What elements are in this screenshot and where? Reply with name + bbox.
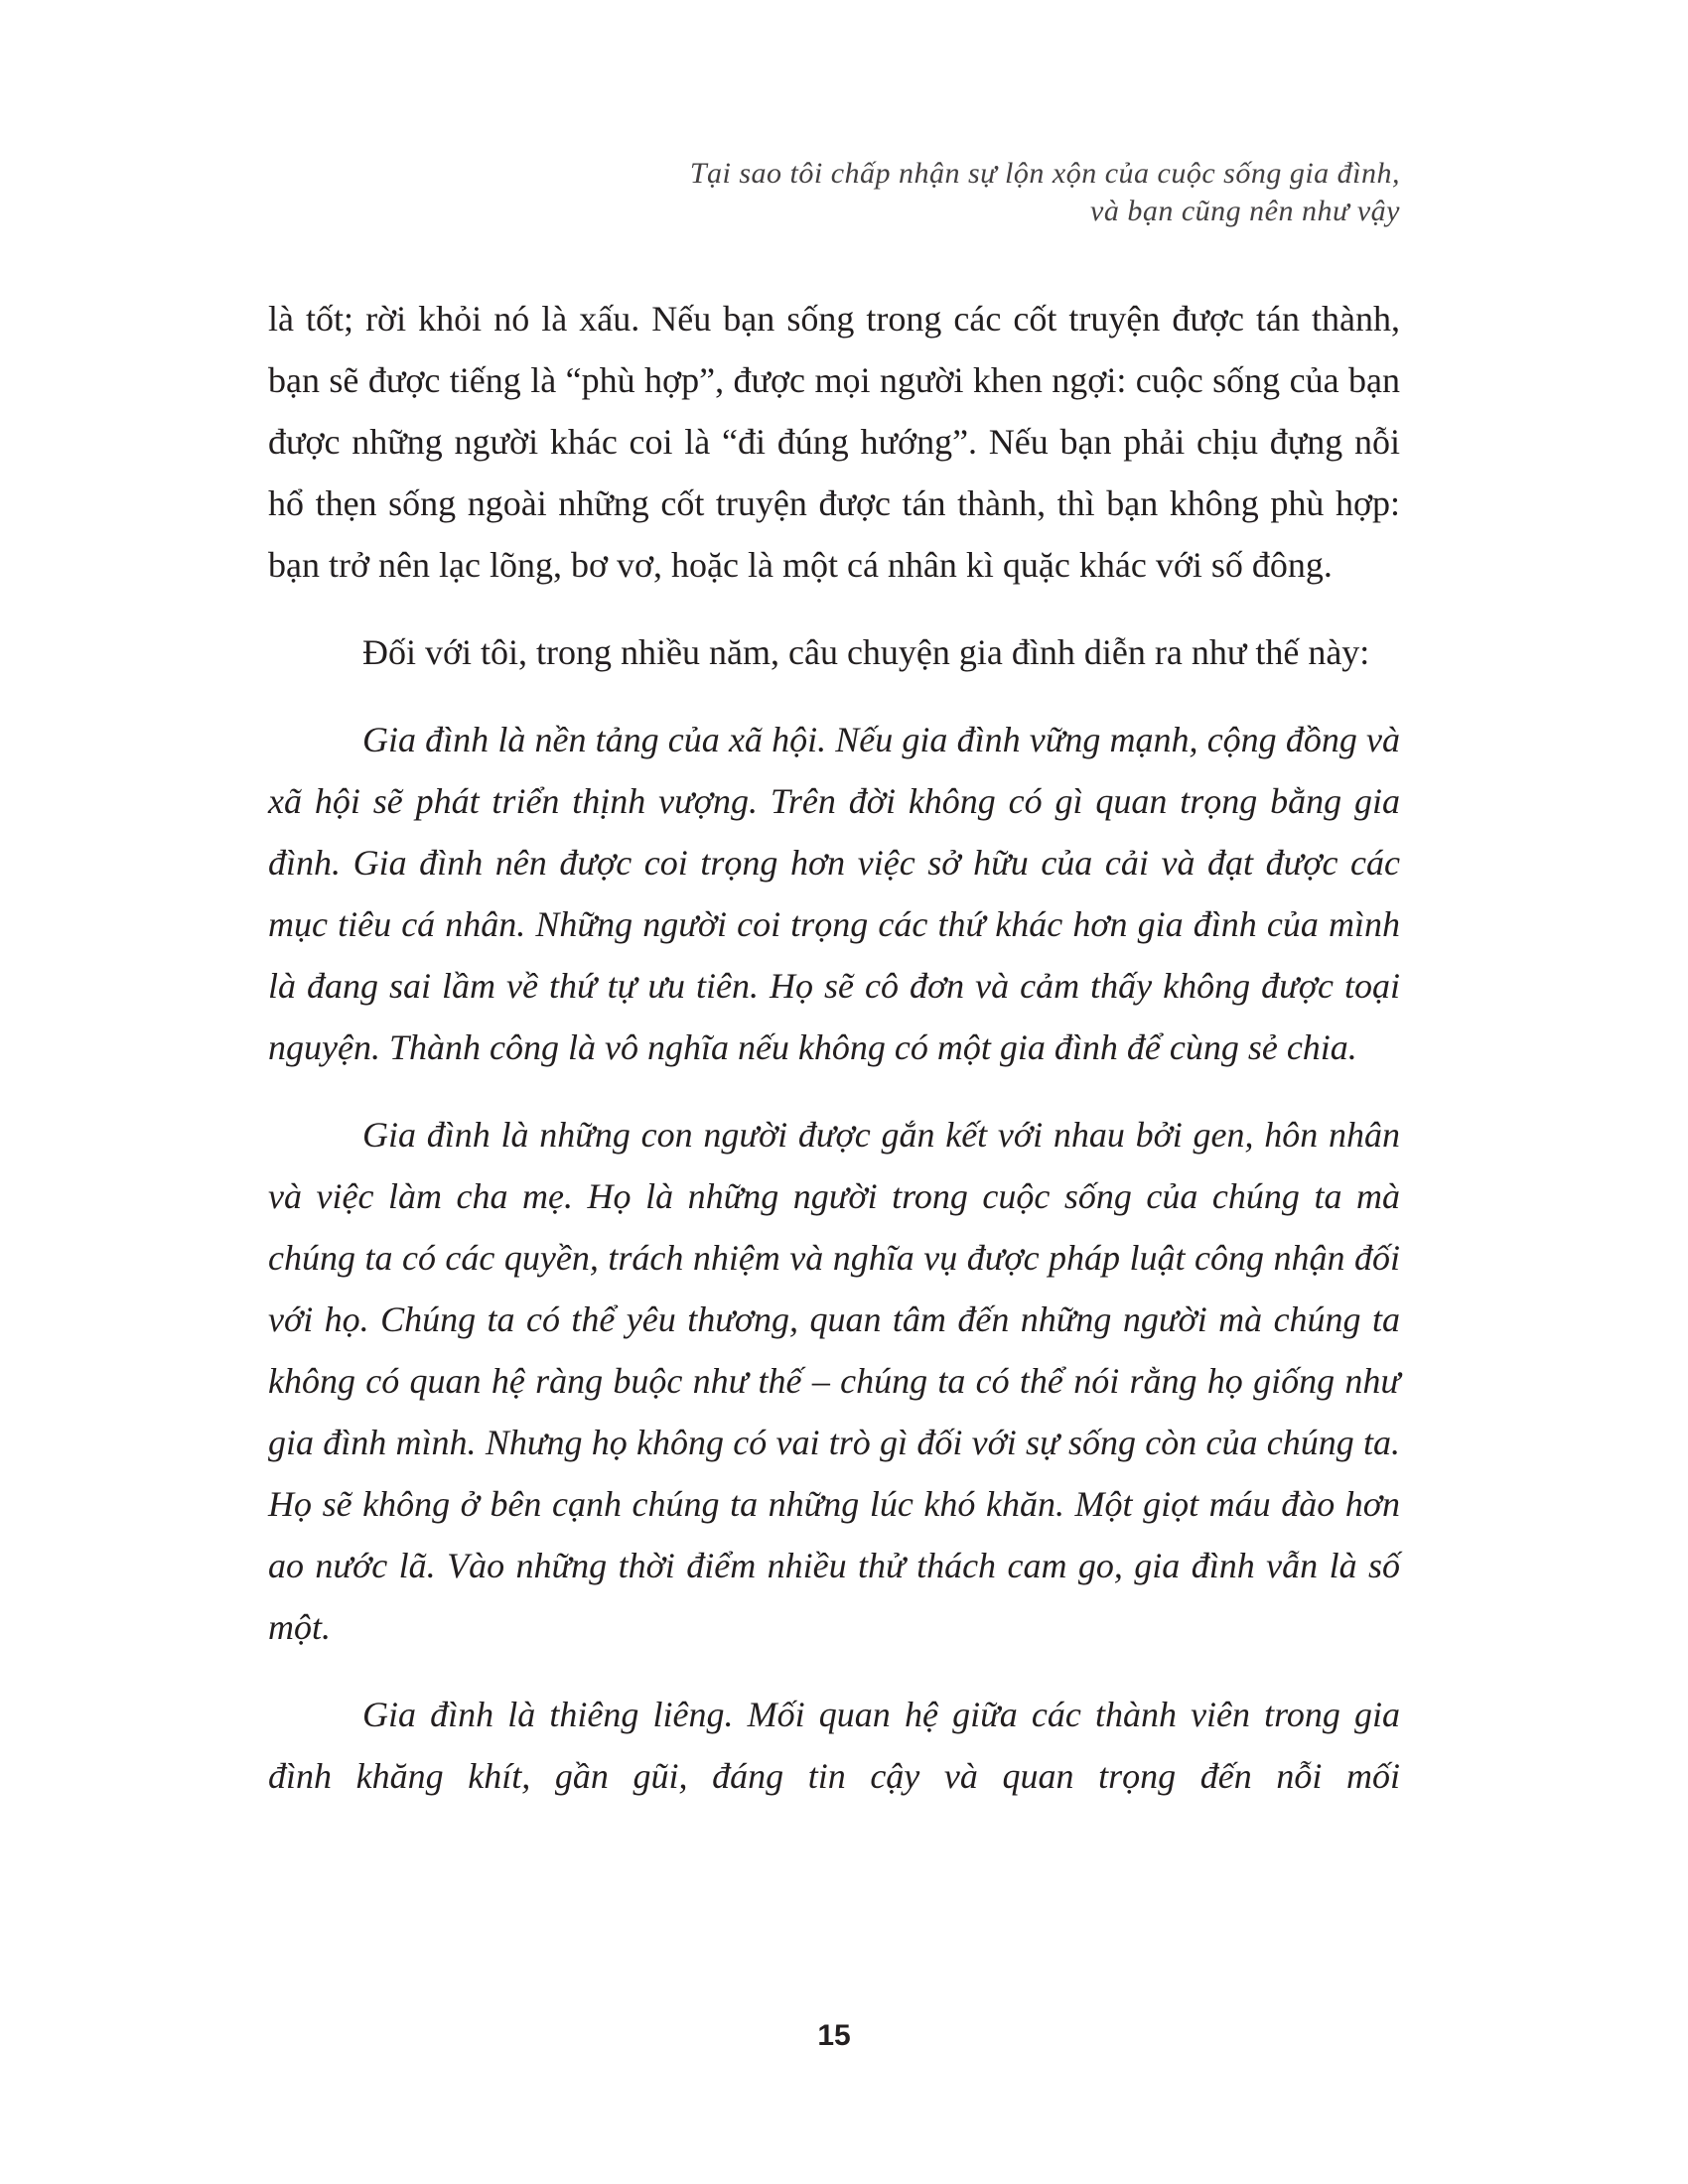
page-footer [268,2019,1400,2053]
paragraph-quote-1: Gia đình là nền tảng của xã hội. Nếu gia đình vững mạnh, cộng đồng và xã hội sẽ phát triển thịnh vượng. Trên đời không có gì quan trọng bằng gia đình. Gia đình nên được coi trọng hơn việc sở hữu của cải và đạt được các mục tiêu cá nhân. Những người coi trọng các thứ khác hơn gia đình của mình là đang sai lầm về thứ tự ưu tiên. Họ sẽ cô đơn và cảm thấy không được toại nguyện. Thành công là vô nghĩa nếu không có một gia đình để cùng sẻ chia. [268,720,1400,1067]
paragraph-quote-2: Gia đình là những con người được gắn kết với nhau bởi gen, hôn nhân và việc làm cha mẹ. Họ là những người trong cuộc sống của chúng ta mà chúng ta có các quyền, trách nhiệm và nghĩa vụ được pháp luật công nhận đối với họ. Chúng ta có thể yêu thương, quan tâm đến những người mà chúng ta không có quan hệ ràng buộc như thế – chúng ta có thể nói rằng họ giống như gia đình mình. Nhưng họ không có vai trò gì đối với sự sống còn của chúng ta. Họ sẽ không ở bên cạnh chúng ta những lúc khó khăn. Một giọt máu đào hơn ao nước lã. Vào những thời điểm nhiều thử thách cam go, gia đình vẫn là số một. [268,1115,1400,1647]
paragraph-quote-3: Gia đình là thiêng liêng. Mối quan hệ giữa các thành viên trong gia đình khăng khít, gần gũi, đáng tin cậy và quan trọng đến nỗi mối [268,1695,1400,1796]
page-number: 15 [817,2019,851,2052]
running-header [268,155,1400,230]
running-header-line-1: Tại sao tôi chấp nhận sự lộn xộn của cuộc sống gia đình, [689,157,1400,190]
paragraph-intro: Đối với tôi, trong nhiều năm, câu chuyện gia đình diễn ra như thế này: [362,632,1370,672]
running-header-line-2: và bạn cũng nên như vậy [1090,195,1400,227]
paragraph-continuation: là tốt; rời khỏi nó là xấu. Nếu bạn sống trong các cốt truyện được tán thành, bạn sẽ được tiếng là “phù hợp”, được mọi người khen ngợi: cuộc sống của bạn được những người khác coi là “đi đúng hướng”. Nếu bạn phải chịu đựng nỗi hổ thẹn sống ngoài những cốt truyện được tán thành, thì bạn không phù hợp: bạn trở nên lạc lõng, bơ vơ, hoặc là một cá nhân kì quặc khác với số đông. [268,299,1400,585]
body-text [268,288,1400,1807]
